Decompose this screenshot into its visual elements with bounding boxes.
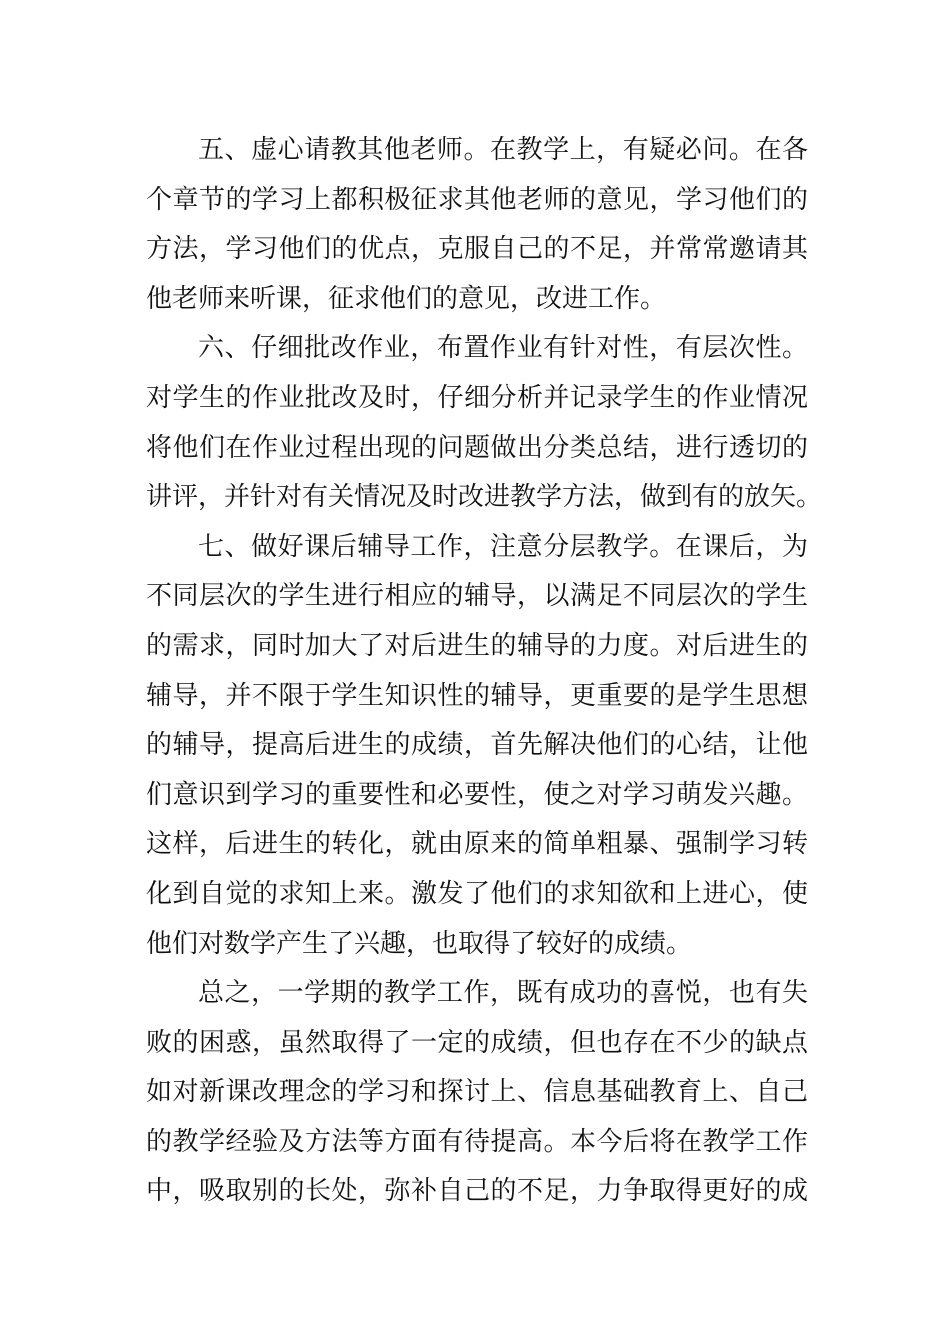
text-line: 五、虚心请教其他老师。在教学上，有疑必问。在各 [198,135,808,165]
text-line: 七、做好课后辅导工作，注意分层教学。在课后，为 [198,531,808,562]
text-line: 他老师来听课，征求他们的意见，改进工作。 [146,283,667,314]
text-line: 化到自觉的求知上来。激发了他们的求知欲和上进心，使 [146,878,808,909]
text-line: 中，吸取别的长处，弥补自己的不足，力争取得更好的成 [146,1176,808,1207]
text-line: 的教学经验及方法等方面有待提高。本今后将在教学工作 [146,1126,808,1157]
text-line: 讲评，并针对有关情况及时改进教学方法，做到有的放矢。 [146,482,823,513]
document-body [146,126,823,1217]
text-line: 如对新课改理念的学习和探讨上、信息基础教育上、自己 [146,1077,808,1108]
text-line: 这样，后进生的转化，就由原来的简单粗暴、强制学习转 [146,829,808,860]
text-line: 不同层次的学生进行相应的辅导，以满足不同层次的学生 [146,581,808,612]
text-line: 辅导，并不限于学生知识性的辅导，更重要的是学生思想 [146,680,808,711]
text-line: 总之，一学期的教学工作，既有成功的喜悦，也有失 [198,978,808,1009]
text-line: 败的困惑，虽然取得了一定的成绩，但也存在不少的缺点 [146,1027,808,1058]
text-line: 的需求，同时加大了对后进生的辅导的力度。对后进生的 [146,630,808,661]
text-line: 他们对数学产生了兴趣，也取得了较好的成绩。 [146,928,693,959]
text-line: 个章节的学习上都积极征求其他老师的意见，学习他们的 [146,184,808,215]
text-line: 六、仔细批改作业，布置作业有针对性，有层次性。 [198,333,808,364]
text-line: 对学生的作业批改及时，仔细分析并记录学生的作业情况 [146,382,808,413]
text-line: 们意识到学习的重要性和必要性，使之对学习萌发兴趣。 [146,779,808,810]
text-line: 将他们在作业过程出现的问题做出分类总结，进行透切的 [146,432,808,463]
text-line: 方法，学习他们的优点，克服自己的不足，并常常邀请其 [146,234,808,265]
text-line: 的辅导，提高后进生的成绩，首先解决他们的心结，让他 [146,730,808,761]
